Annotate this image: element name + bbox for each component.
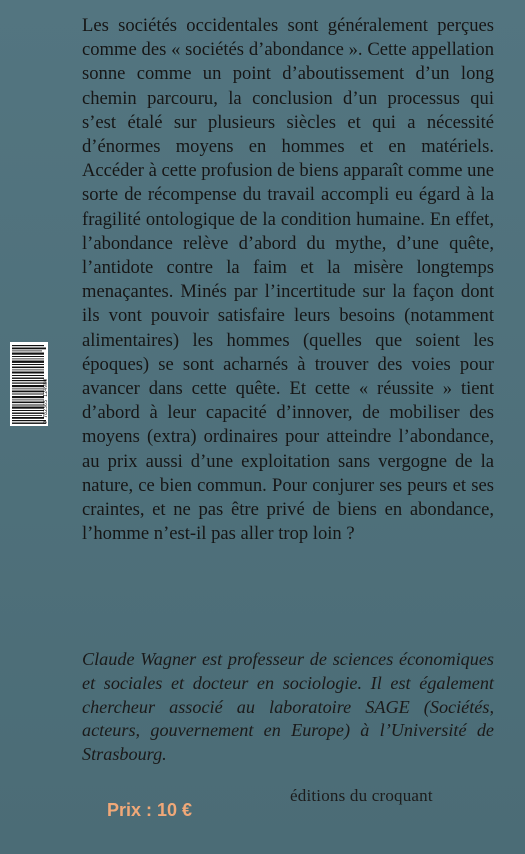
- blurb-paragraph: Les sociétés occidentales sont généralement perçues comme des « sociétés d’abondance ». Cette appellation sonne comme un point d’aboutissement d’un long chemin parcouru, la conclusion d’un processus qui s’est étalé sur plusieurs siècles et qui a nécessité d’énormes moyens en hommes et en matériels. Accéder à cette profusion de biens apparaît comme une sorte de récompense du travail accompli eu égard à la fragilité ontologique de la condition humaine. En effet, l’abondance relève d’abord du mythe, d’une quête, l’antidote contre la faim et la misère longtemps menaçantes. Minés par l’incertitude sur la façon dont ils vont pouvoir satisfaire leurs besoins (notamment alimentaires) les hommes (quelles que soient les époques) se sont acharnés à trouver des voies pour avancer dans cette quête. Et cette « réussite » tient d’abord à leur capacité d’innover, de mobiliser des moyens (extra) ordinaires pour atteindre l’abondance, au prix aussi d’une exploitation sans vergogne de la nature, ce bien commun. Pour conjurer ses peurs et ses craintes, et ne pas être privé de biens en abondance, l’homme n’est-il pas aller trop loin ?: [82, 15, 494, 545]
- price-label: Prix : 10 €: [107, 800, 193, 820]
- author-bio-text: Claude Wagner est professeur de sciences économiques et sociales et docteur en sociologie. Il est également chercheur associé au laboratoire SAGE (Sociétés, acteurs, gouvernement en Europe) à l’Université de Strasbourg.: [82, 649, 494, 765]
- author-bio: [82, 648, 494, 767]
- blurb-text: [82, 14, 494, 546]
- publisher-logo: éditions du croquant: [290, 786, 433, 805]
- barcode-number: 9 782365 124980: [43, 378, 49, 424]
- barcode-icon: [10, 342, 48, 426]
- isbn-barcode: [10, 342, 48, 426]
